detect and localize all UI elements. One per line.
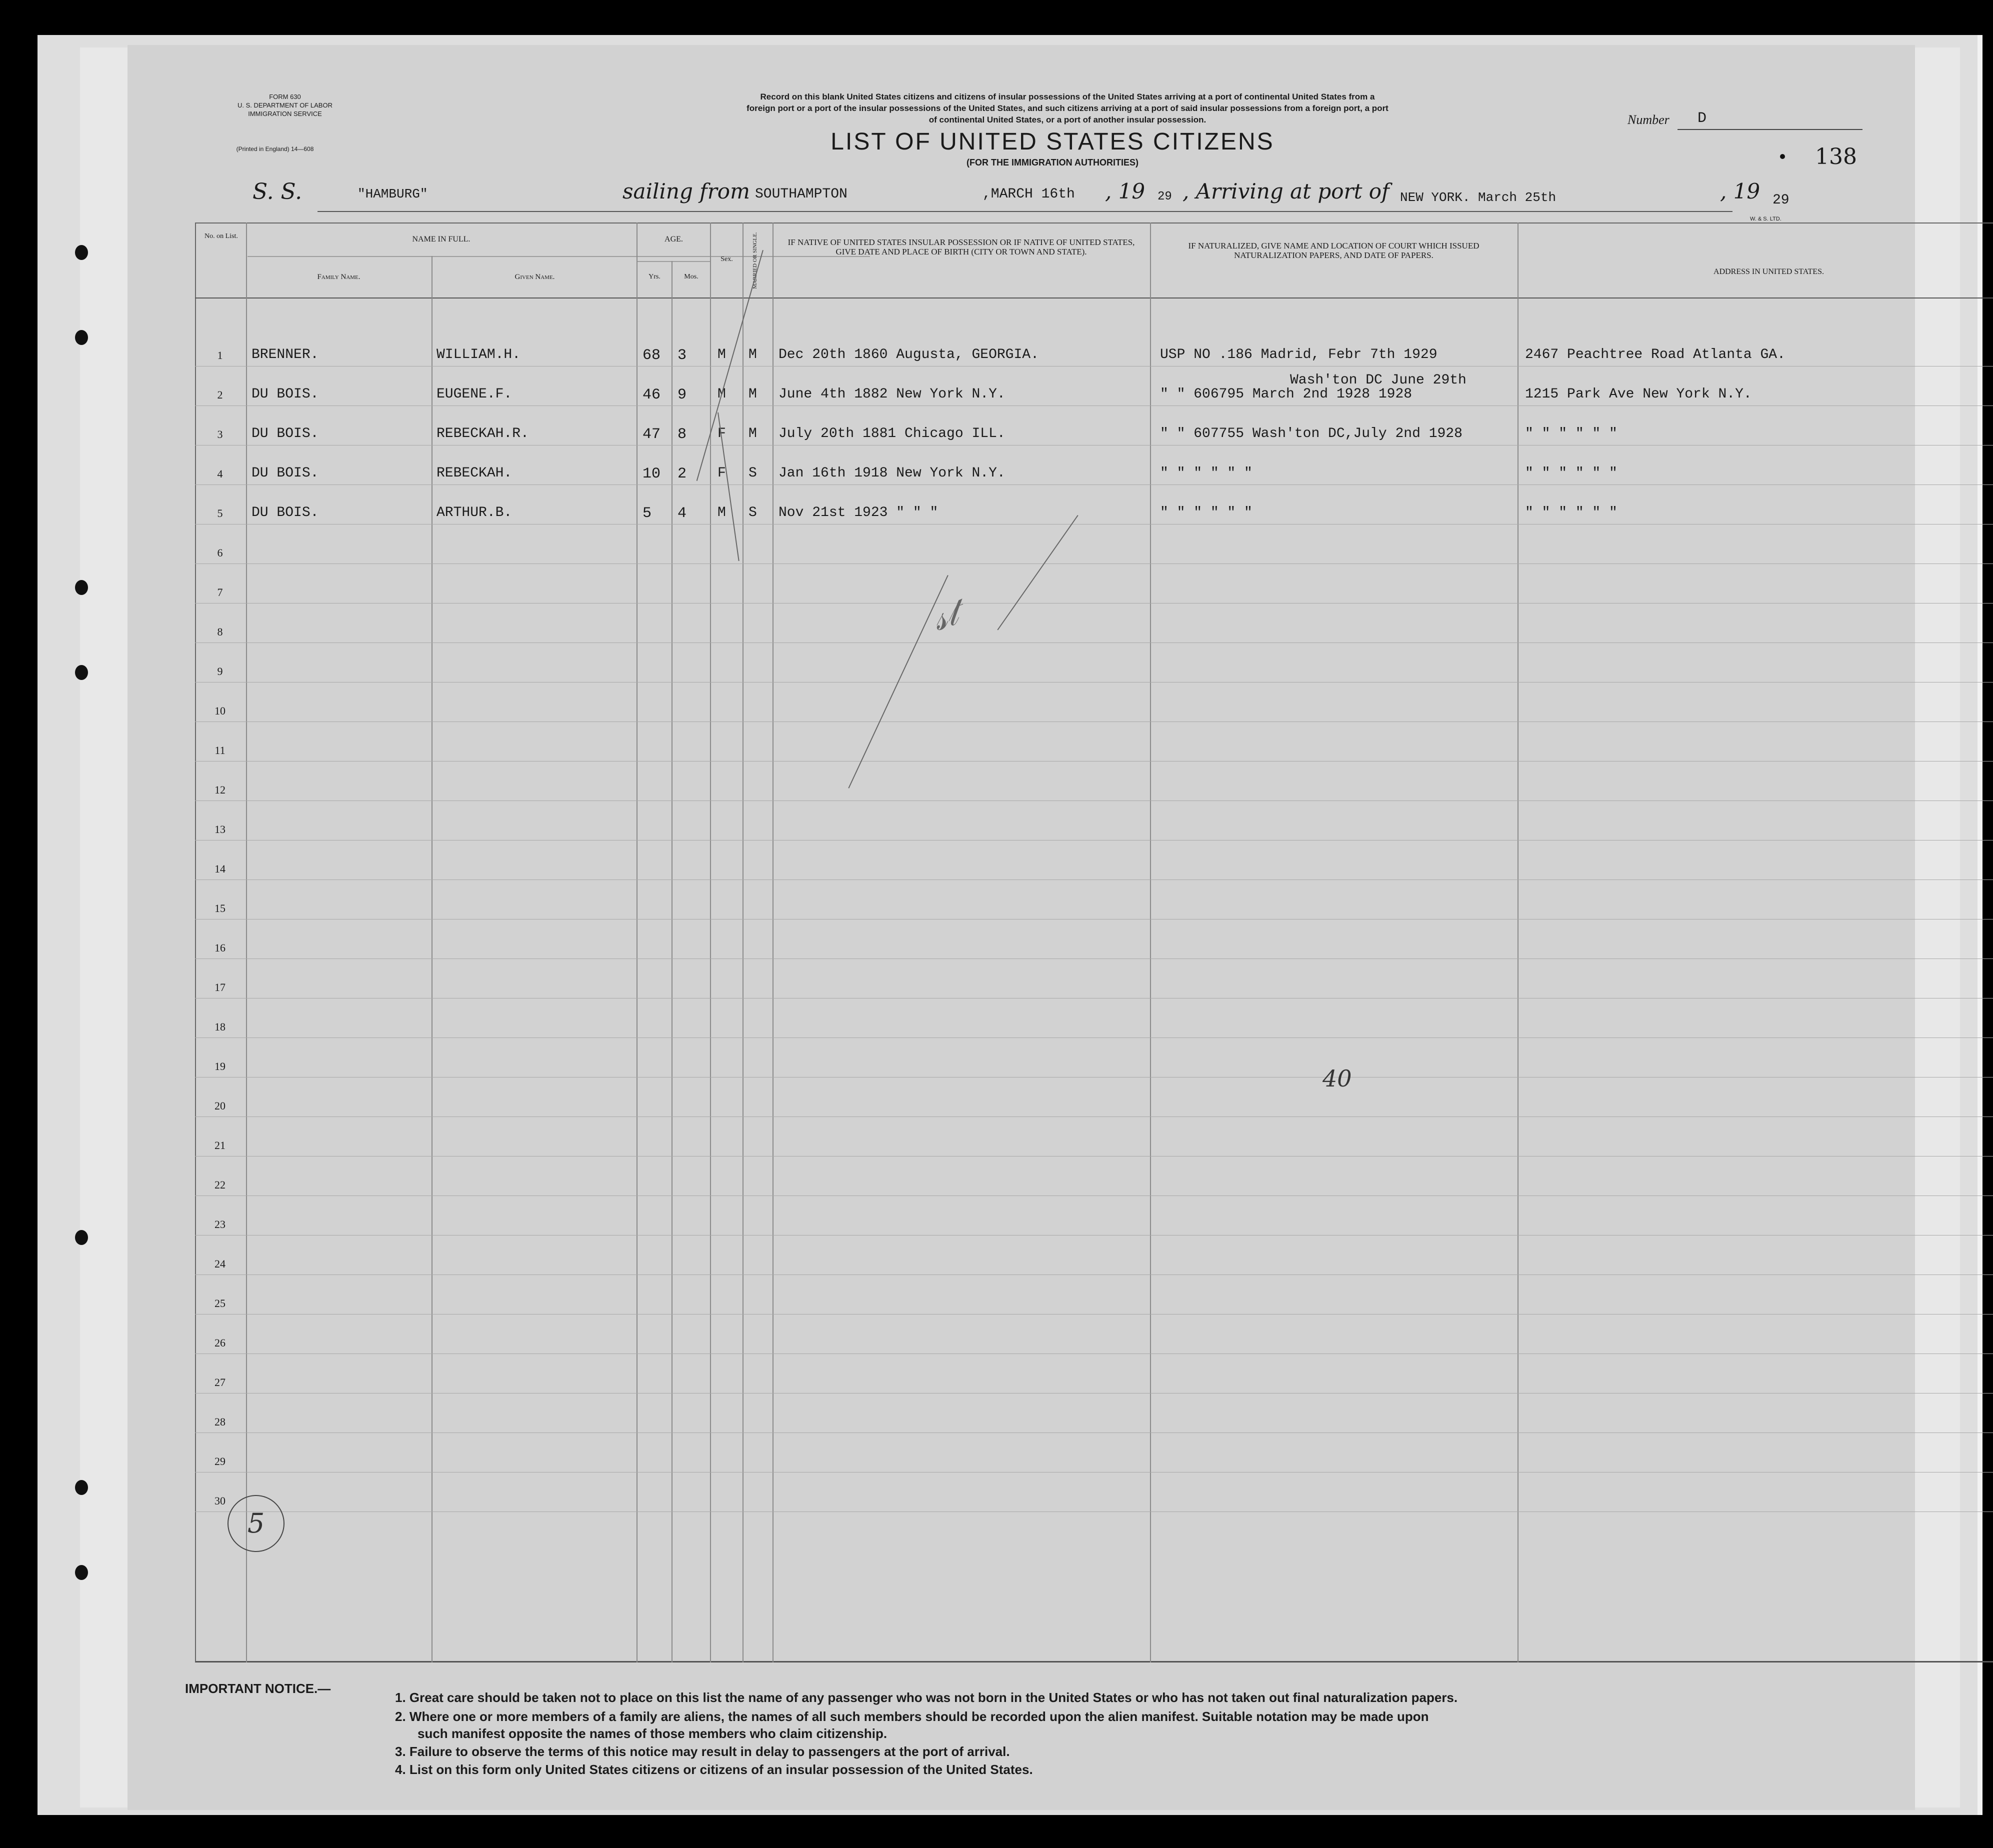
form-info xyxy=(202,92,368,118)
form-number: FORM 630 xyxy=(269,93,301,100)
ship-name: "HAMBURG" xyxy=(358,186,428,202)
instruction-line: Record on this blank United States citizens and citizens of insular possessions of the United States arriving at a port of continental United States from a xyxy=(760,92,1375,102)
row-rule xyxy=(195,484,1993,485)
sex-cell: M xyxy=(718,386,726,402)
age-years-cell: 46 xyxy=(642,386,661,404)
row-rule xyxy=(195,800,1993,801)
arriving-label: , Arriving at port of xyxy=(1182,179,1390,204)
row-number: 15 xyxy=(214,902,226,914)
marital-status-cell: S xyxy=(748,466,757,481)
given-name-cell: ARTHUR.B. xyxy=(436,505,512,520)
row-number: 26 xyxy=(214,1336,226,1349)
row-rule xyxy=(195,1274,1993,1275)
notice-item-2: 2. Where one or more members of a family are aliens, the names of all such members should be recorded upon the alien manifest. Suitable notation may be made upon xyxy=(395,1709,1429,1724)
row-number: 16 xyxy=(214,942,226,954)
row-number: 28 xyxy=(214,1416,226,1428)
year-prefix: , 19 xyxy=(1105,179,1146,204)
printer-mark: W. & S. LTD. xyxy=(1750,216,1782,222)
row-number: 9 xyxy=(217,665,223,678)
dot-icon xyxy=(1780,154,1785,159)
ss-label: S. S. xyxy=(252,179,302,204)
col-divider xyxy=(1150,222,1151,1662)
notice-heading: IMPORTANT NOTICE.— xyxy=(185,1681,331,1696)
row-number: 3 xyxy=(217,428,223,440)
marital-status-cell: S xyxy=(748,505,757,520)
row-number: 27 xyxy=(214,1376,226,1388)
row-number: 29 xyxy=(214,1455,226,1468)
row-number: 24 xyxy=(214,1258,226,1270)
punch-hole-icon xyxy=(75,1480,88,1495)
row-number: 1 xyxy=(217,349,223,362)
age-years-cell: 47 xyxy=(642,426,661,443)
age-years-cell: 68 xyxy=(642,347,661,364)
age-years-cell: 10 xyxy=(642,466,661,482)
birth-cell: Jan 16th 1918 New York N.Y. xyxy=(778,466,1006,481)
family-name-cell: DU BOIS. xyxy=(252,386,319,402)
row-number: 12 xyxy=(214,784,226,796)
row-number: 30 xyxy=(214,1494,226,1507)
notice-item-4: 4. List on this form only United States citizens or citizens of an insular possession of the United States. xyxy=(395,1762,1033,1777)
col-divider xyxy=(772,222,774,1662)
instruction-line: of continental United States, or a port of another insular possession. xyxy=(928,115,1206,124)
col-header-marital: MARRIED OR SINGLE. xyxy=(752,232,758,289)
col-divider xyxy=(246,222,247,1662)
col-header-address: ADDRESS IN UNITED STATES. xyxy=(1714,268,1824,276)
naturalization-cell: " " 607755 Wash'ton DC,July 2nd 1928 xyxy=(1160,426,1462,442)
address-cell: " " " " " " xyxy=(1525,426,1618,442)
arrival-year: 29 xyxy=(1772,192,1790,208)
page-subtitle: (FOR THE IMMIGRATION AUTHORITIES) xyxy=(966,158,1138,168)
row-number: 17 xyxy=(214,981,226,994)
col-divider xyxy=(710,222,711,1662)
marital-status-cell: M xyxy=(748,426,757,442)
row-rule xyxy=(195,1235,1993,1236)
naturalization-cell: " " 606795 March 2nd 1928 1928 xyxy=(1160,386,1412,402)
instruction-line: foreign port or a port of the insular possessions of the United States, and such citizens arriving at a port of said insular possessions from a foreign port, a port xyxy=(746,104,1388,113)
col-divider xyxy=(636,222,638,1662)
row-number: 13 xyxy=(214,823,226,836)
age-subheader-line xyxy=(638,261,710,262)
punch-hole-icon xyxy=(75,1565,88,1580)
row-rule xyxy=(195,1432,1993,1433)
printed-in-label: (Printed in England) 14—608 xyxy=(236,146,314,152)
departure-date: ,MARCH 16th xyxy=(982,186,1075,202)
row-number: 25 xyxy=(214,1297,226,1310)
notice-item-3: 3. Failure to observe the terms of this notice may result in delay to passengers at the port of arrival. xyxy=(395,1744,1010,1759)
number-value: D xyxy=(1698,110,1707,127)
naturalization-correction: Wash'ton DC June 29th xyxy=(1290,372,1466,388)
age-months-cell: 2 xyxy=(678,466,687,482)
row-number: 11 xyxy=(214,744,226,756)
marital-status-cell: M xyxy=(748,386,757,402)
age-years-cell: 5 xyxy=(642,505,652,522)
manifest-page xyxy=(128,45,1915,1810)
row-number: 20 xyxy=(214,1100,226,1112)
age-months-cell: 9 xyxy=(678,386,687,404)
naturalization-cell: " " " " " " xyxy=(1160,505,1252,520)
department-label: U. S. DEPARTMENT OF LABOR xyxy=(238,102,332,109)
number-label: Number xyxy=(1628,112,1670,127)
row-number: 14 xyxy=(214,862,226,875)
address-cell: 2467 Peachtree Road Atlanta GA. xyxy=(1525,347,1786,362)
row-number: 5 xyxy=(217,507,223,520)
given-name-cell: REBECKAH.R. xyxy=(436,426,529,442)
departure-year: 29 xyxy=(1158,190,1172,204)
row-rule xyxy=(195,603,1993,604)
address-cell: " " " " " " xyxy=(1525,505,1618,520)
row-number: 22 xyxy=(214,1178,226,1191)
notice-item-2-continued: such manifest opposite the names of those members who claim citizenship. xyxy=(418,1726,888,1741)
col-header-given-name: Given Name. xyxy=(514,273,555,281)
col-header-name: NAME IN FULL. xyxy=(412,235,470,244)
marital-status-cell: M xyxy=(748,347,757,362)
given-name-cell: EUGENE.F. xyxy=(436,386,512,402)
row-rule xyxy=(195,1116,1993,1117)
col-header-age: AGE. xyxy=(664,235,683,244)
row-rule xyxy=(195,919,1993,920)
row-rule xyxy=(195,642,1993,643)
birth-cell: July 20th 1881 Chicago ILL. xyxy=(778,426,1006,442)
from-port: SOUTHAMPTON xyxy=(755,186,848,202)
age-months-cell: 4 xyxy=(678,505,687,522)
family-name-cell: DU BOIS. xyxy=(252,505,319,520)
service-label: IMMIGRATION SERVICE xyxy=(248,110,322,118)
row-number: 10 xyxy=(214,704,226,717)
row-rule xyxy=(195,445,1993,446)
sailing-from-label: sailing from xyxy=(622,179,750,204)
address-cell: " " " " " " xyxy=(1525,466,1618,481)
age-months-cell: 3 xyxy=(678,347,687,364)
punch-hole-icon xyxy=(75,245,88,260)
col-header-yrs: Yrs. xyxy=(648,273,660,280)
col-header-no: No. on List. xyxy=(204,232,238,240)
sex-cell: M xyxy=(718,347,726,362)
col-header-birth: IF NATIVE OF UNITED STATES INSULAR POSSESSION OR IF NATIVE OF UNITED STATES, GIVE DATE AND PLACE OF BIRTH (CITY OR TOWN AND STATE). xyxy=(788,238,1135,256)
col-header-naturalized: IF NATURALIZED, GIVE NAME AND LOCATION OF COURT WHICH ISSUED NATURALIZATION PAPERS, AND DATE OF PAPERS. xyxy=(1188,241,1480,260)
punch-hole-icon xyxy=(75,1230,88,1245)
row-rule xyxy=(195,1077,1993,1078)
birth-cell: Dec 20th 1860 Augusta, GEORGIA. xyxy=(778,347,1039,362)
given-name-cell: REBECKAH. xyxy=(436,466,512,481)
col-divider xyxy=(742,222,744,1662)
address-cell: 1215 Park Ave New York N.Y. xyxy=(1525,386,1752,402)
pencil-signature: 𝓈𝓉 xyxy=(926,592,964,640)
family-name-cell: DU BOIS. xyxy=(252,466,319,481)
page-number: 138 xyxy=(1815,144,1857,170)
family-name-cell: DU BOIS. xyxy=(252,426,319,442)
col-header-sex: Sex. xyxy=(720,256,733,263)
given-name-cell: WILLIAM.H. xyxy=(436,347,521,362)
birth-cell: June 4th 1882 New York N.Y. xyxy=(778,386,1006,402)
number-underline xyxy=(1678,129,1862,130)
circled-count: 5 xyxy=(228,1495,284,1552)
sex-cell: F xyxy=(718,466,726,481)
sex-cell: M xyxy=(718,505,726,520)
notice-item-1: 1. Great care should be taken not to place on this list the name of any passenger who was not born in the United States or who has not taken out final naturalization papers. xyxy=(395,1690,1458,1705)
page-title: LIST OF UNITED STATES CITIZENS xyxy=(830,128,1274,155)
row-number: 4 xyxy=(217,468,223,480)
year-prefix: , 19 xyxy=(1720,179,1760,204)
row-number: 6 xyxy=(217,546,223,559)
row-rule xyxy=(195,761,1993,762)
punch-hole-icon xyxy=(75,665,88,680)
row-number: 7 xyxy=(217,586,223,598)
row-rule xyxy=(195,1393,1993,1394)
col-header-family-name: Family Name. xyxy=(317,273,360,281)
row-number: 19 xyxy=(214,1060,226,1072)
family-name-cell: BRENNER. xyxy=(252,347,319,362)
row-number: 21 xyxy=(214,1139,226,1152)
voyage-underline xyxy=(318,211,1732,212)
birth-cell: Nov 21st 1923 " " " xyxy=(778,505,938,520)
sex-cell: F xyxy=(718,426,726,442)
arrival-port-date: NEW YORK. March 25th xyxy=(1400,190,1556,205)
row-number: 8 xyxy=(217,626,223,638)
row-number: 18 xyxy=(214,1020,226,1033)
form-instructions xyxy=(492,91,1642,126)
row-number: 23 xyxy=(214,1218,226,1230)
row-number: 2 xyxy=(217,388,223,401)
row-rule xyxy=(195,958,1993,959)
naturalization-cell: USP NO .186 Madrid, Febr 7th 1929 xyxy=(1160,347,1438,362)
name-subheader-line xyxy=(248,256,870,257)
punch-hole-icon xyxy=(75,580,88,595)
page-mark: 40 xyxy=(1322,1065,1352,1092)
punch-hole-icon xyxy=(75,330,88,345)
naturalization-cell: " " " " " " xyxy=(1160,466,1252,481)
age-months-cell: 8 xyxy=(678,426,687,443)
col-header-mos: Mos. xyxy=(684,273,698,280)
